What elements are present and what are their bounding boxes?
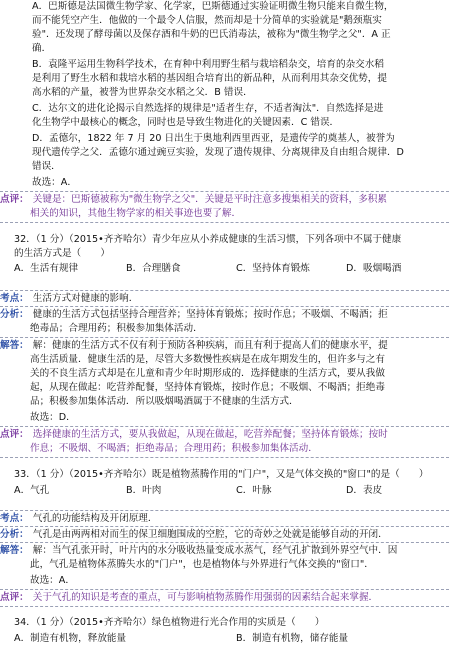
q33-answer: 故选：A． bbox=[30, 575, 75, 586]
q32-kaodian-text: 生活方式对健康的影响． bbox=[32, 293, 139, 304]
q33-fenxi bbox=[0, 528, 449, 542]
q31-option-a-line-3: 验"．还发现了酵母菌以及保存酒和牛奶的巴氏消毒法，被称为"微生物学之父"．A 正 bbox=[32, 29, 391, 40]
dianping-tag: 点评： bbox=[0, 592, 29, 603]
separator bbox=[0, 526, 449, 527]
q33-jieda-text-1: 解：当气孔张开时，叶片内的水分吸收热量变成水蒸气，经气孔扩散到外界空气中．因 bbox=[32, 545, 398, 556]
q32-jieda-line-3: 关的不良生活方式却是在儿童和青少年时期形成的．选择健康的生活方式，要从我做 bbox=[30, 368, 385, 379]
separator bbox=[0, 222, 449, 223]
fenxi-tag: 分析： bbox=[0, 309, 29, 320]
separator bbox=[0, 589, 449, 590]
q32-stem-line-2: 的生活方式是（ ） bbox=[14, 248, 110, 259]
q31-comment-line-1 bbox=[0, 193, 449, 207]
q31-option-b-line-1: B．袁隆平运用生物科学技术，在育种中利用野生稻与栽培稻杂交，培育的杂交水稻 bbox=[32, 59, 384, 70]
q33-choice-d[interactable]: D．表皮 bbox=[346, 485, 383, 496]
separator bbox=[0, 306, 449, 307]
q33-jieda-line-1 bbox=[0, 544, 449, 558]
q32-jieda-line-4: 起，从现在做起：吃营养配餐，坚持体育锻炼，按时作息；不吸烟、不喝酒；拒绝毒 bbox=[30, 382, 385, 393]
q33-choice-a[interactable]: A．气孔 bbox=[14, 485, 50, 496]
q31-comment-line-2: 相关的知识，其他生物学家的相关事迹也要了解． bbox=[30, 208, 242, 219]
q33-kaodian-text: 气孔的功能结构及开闭原理． bbox=[32, 513, 158, 524]
q32-kaodian bbox=[0, 292, 449, 306]
q32-stem-line-1: 32．（1 分）（2015•齐齐哈尔）青少年应从小养成健康的生活习惯，下列各项中不属于健康 bbox=[14, 234, 402, 245]
q31-option-a-line-4: 确． bbox=[32, 43, 52, 54]
separator bbox=[0, 606, 449, 607]
separator bbox=[0, 290, 449, 291]
q32-jieda-line-2: 高生活质量．健康生活的是，尽管大多数慢性疾病是在成年期发生的，但许多与之有 bbox=[30, 354, 385, 365]
q31-option-b-line-3: 高水稻的产量，被誉为世界杂交水稻之父．B 错误． bbox=[32, 87, 253, 98]
jieda-tag: 解答： bbox=[0, 545, 29, 556]
q31-option-a-line-1: A．巴斯德是法国微生物学家、化学家，巴斯德通过实验证明微生物只能来自微生物， bbox=[32, 1, 394, 12]
q31-answer: 故选：A． bbox=[32, 177, 77, 188]
q32-jieda-text-1: 解：健康的生活方式不仅有利于预防各种疾病，而且有利于提高人们的健康水平，提 bbox=[32, 340, 388, 351]
q34-choice-a[interactable]: A．制造有机物，释放能量 bbox=[14, 633, 127, 644]
separator bbox=[0, 510, 449, 511]
q31-option-c-line-1: C．达尔文的进化论揭示自然选择的规律是"适者生存，不适者淘汰"．自然选择是进 bbox=[32, 103, 384, 114]
q32-dianping-line-1 bbox=[0, 428, 449, 442]
q33-fenxi-text: 气孔是由两两相对而生的保卫细胞围成的空腔，它的奇妙之处就是能够自动的开闭． bbox=[32, 529, 388, 540]
q32-fenxi-line-2: 绝毒品；合理用药；积极参加集体活动． bbox=[30, 323, 203, 334]
q33-stem: 33．（1 分）（2015•齐齐哈尔）既是植物蒸腾作用的"门户"，又是气体交换的"窗口"的是（ ） bbox=[14, 469, 429, 480]
q33-dianping-text: 关于气孔的知识是考查的重点，可与影响植物蒸腾作用强弱的因素结合起来掌握． bbox=[32, 592, 379, 603]
q33-choice-c[interactable]: C．叶脉 bbox=[236, 485, 272, 496]
kaodian-tag: 考点： bbox=[0, 293, 29, 304]
separator bbox=[0, 542, 449, 543]
q33-dianping bbox=[0, 591, 449, 605]
fenxi-tag: 分析： bbox=[0, 529, 29, 540]
q32-choice-d[interactable]: D．吸烟喝酒 bbox=[346, 263, 402, 274]
separator bbox=[0, 457, 449, 458]
jieda-tag: 解答： bbox=[0, 340, 29, 351]
q34-choice-b[interactable]: B．制造有机物，储存能量 bbox=[236, 633, 349, 644]
q31-option-d-line-1: D．孟德尔，1822 年 7 月 20 日出生于奥地利西里西亚，是遗传学的奠基人，被誉为 bbox=[32, 133, 395, 144]
q31-comment-text-1: 关键是：巴斯德被称为"微生物学之父"．关键是平时注意多搜集相关的资料，多积累 bbox=[32, 194, 387, 205]
q32-dianping-line-2: 作息；不吸烟、不喝酒；拒绝毒品；合理用药；积极参加集体活动． bbox=[30, 443, 318, 454]
q31-option-b-line-2: 是利用了野生水稻和栽培水稻的基因组合培育出的新品种，从而利用其杂交优势，提 bbox=[32, 73, 387, 84]
q32-jieda-line-5: 品；积极参加集体活动．所以吸烟喝酒属于不健康的生活方式． bbox=[30, 396, 299, 407]
q31-option-d-line-3: 错误． bbox=[32, 161, 61, 172]
separator bbox=[0, 426, 449, 427]
q32-choice-a[interactable]: A．生活有规律 bbox=[14, 263, 79, 274]
q33-kaodian bbox=[0, 512, 449, 526]
q32-fenxi-text-1: 健康的生活方式包括坚持合理营养；坚持体育锻炼；按时作息；不吸烟、不喝酒；拒 bbox=[32, 309, 388, 320]
separator bbox=[0, 191, 449, 192]
q32-jieda-line-1 bbox=[0, 339, 449, 353]
q32-choice-b[interactable]: B．合理膳食 bbox=[126, 263, 181, 274]
q32-dianping-text-1: 选择健康的生活方式，要从我做起，从现在做起，吃营养配餐；坚持体育锻炼；按时 bbox=[32, 429, 388, 440]
q33-jieda-line-2: 此，气孔是植物体蒸腾失水的"门户"，也是植物体与外界进行气体交换的"窗口"． bbox=[30, 559, 374, 570]
q34-stem: 34．（1 分）（2015•齐齐哈尔）绿色植物进行光合作用的实质是（ ） bbox=[14, 617, 325, 628]
kaodian-tag: 考点： bbox=[0, 513, 29, 524]
q32-answer: 故选：D． bbox=[30, 412, 76, 423]
separator bbox=[0, 337, 449, 338]
q31-option-c-line-2: 化生物学中最核心的概念，同时也是导致生物进化的关键因素．C 错误． bbox=[32, 117, 340, 128]
q32-fenxi-line-1 bbox=[0, 308, 449, 322]
dianping-tag: 点评： bbox=[0, 429, 29, 440]
q31-option-a-line-2: 而不能凭空产生．他做的一个最令人信服，然而却是十分简单的实验就是"鹅颈瓶实 bbox=[32, 15, 382, 26]
q32-choice-c[interactable]: C．坚持体育锻炼 bbox=[236, 263, 310, 274]
q31-option-d-line-2: 现代遗传学之父．孟德尔通过豌豆实验，发现了遗传规律、分离规律及自由组合规律．D bbox=[32, 147, 404, 158]
q33-choice-b[interactable]: B．叶肉 bbox=[126, 485, 162, 496]
comment-tag: 点评： bbox=[0, 194, 29, 205]
